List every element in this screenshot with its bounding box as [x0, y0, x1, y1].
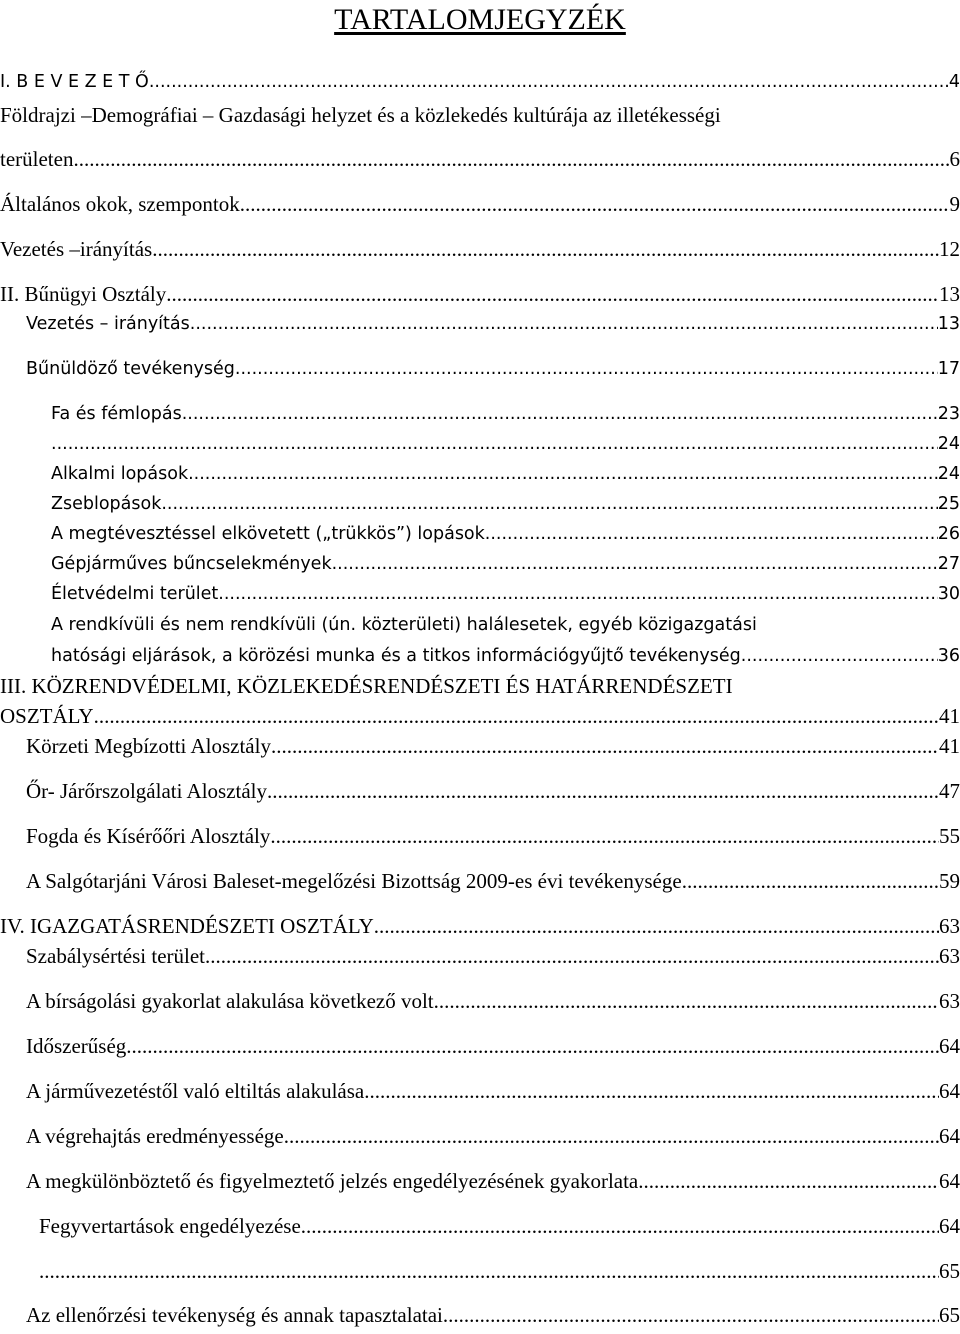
toc-entry-label: A rendkívüli és nem rendkívüli (ún. közterületi) halálesetek, egyéb közigazgatási	[51, 615, 757, 635]
toc-entry[interactable]	[26, 356, 960, 382]
toc-entry-page: 4	[948, 72, 960, 92]
toc-entry-page: 63	[939, 944, 960, 968]
toc-entry[interactable]	[26, 778, 960, 804]
toc-entry-page: 47	[939, 779, 960, 803]
dot-leader	[364, 1078, 939, 1104]
toc-entry-page: 36	[937, 646, 960, 666]
toc-entry-page: 6	[949, 147, 960, 171]
dot-leader	[682, 868, 939, 894]
toc-entry-page: 13	[939, 282, 960, 306]
toc-entry-page: 30	[937, 584, 960, 604]
toc-entry-label: Az ellenőrzési tevékenység és annak tapasztalatai	[26, 1303, 443, 1327]
toc-entry-label: Fegyvertartások engedélyezése	[39, 1214, 301, 1238]
toc-entry[interactable]	[39, 1213, 960, 1239]
toc-entry[interactable]	[51, 401, 960, 427]
dot-leader	[73, 146, 949, 172]
dot-leader	[51, 431, 938, 457]
toc-entry-label: Vezetés –irányítás	[0, 237, 153, 261]
toc-entry-page: 41	[939, 734, 960, 758]
toc-entry[interactable]	[26, 733, 960, 759]
toc-entry-page: 65	[939, 1303, 960, 1327]
dot-leader	[374, 913, 939, 939]
toc-entry-page: 12	[939, 237, 960, 261]
toc-entry-page: 64	[939, 1079, 960, 1103]
toc-entry-label: Földrajzi –Demográfiai – Gazdasági helyzet és a közlekedés kultúrája az illetékességi	[0, 103, 721, 127]
dot-leader	[190, 311, 938, 337]
toc-entry[interactable]	[51, 521, 960, 547]
toc-entry-page: 24	[937, 464, 960, 484]
toc-entry-page: 23	[937, 404, 960, 424]
toc-entry-page: 9	[949, 192, 960, 216]
dot-leader	[152, 236, 939, 262]
toc-entry-page: 17	[937, 359, 960, 379]
toc-entry-page: 64	[939, 1214, 960, 1238]
toc-entry-label: Őr- Járőrszolgálati Alosztály	[26, 779, 268, 803]
toc-entry-continued[interactable]	[0, 102, 721, 128]
toc-entry-page: 13	[937, 314, 960, 334]
toc-entry[interactable]	[0, 191, 960, 217]
toc-entry[interactable]	[26, 1168, 960, 1194]
toc-entry-label: A végrehajtás eredményessége	[26, 1124, 284, 1148]
toc-entry-page: 25	[937, 494, 960, 514]
toc-entry[interactable]	[51, 581, 960, 607]
toc-entry-label: A megtévesztéssel elkövetett („trükkös”) lopások	[51, 524, 485, 544]
toc-entry[interactable]	[0, 146, 960, 172]
dot-leader	[485, 521, 938, 547]
dot-leader	[166, 281, 939, 307]
toc-entry-page: 63	[939, 989, 960, 1013]
toc-entry-label: Körzeti Megbízotti Alosztály	[26, 734, 271, 758]
toc-entry[interactable]	[26, 1123, 960, 1149]
dot-leader	[267, 778, 939, 804]
toc-entry[interactable]	[26, 823, 960, 849]
toc-entry-label: Általános okok, szempontok	[0, 192, 240, 216]
toc-entry-continued[interactable]	[0, 673, 733, 699]
dot-leader	[149, 69, 949, 95]
toc-entry-label: A bírságolási gyakorlat alakulása következő volt	[26, 989, 434, 1013]
dot-leader	[182, 401, 938, 427]
toc-entry-continued[interactable]	[51, 612, 757, 638]
dot-leader	[205, 943, 939, 969]
toc-entry-page: 64	[939, 1034, 960, 1058]
toc-entry[interactable]	[0, 703, 960, 729]
toc-entry[interactable]	[0, 281, 960, 307]
page-title: TARTALOMJEGYZÉK	[334, 3, 626, 36]
toc-entry-label: Zseblopások	[51, 494, 162, 514]
toc-entry-page: 64	[939, 1169, 960, 1193]
toc-entry[interactable]	[26, 1302, 960, 1328]
toc-entry-page: 27	[937, 554, 960, 574]
dot-leader	[161, 491, 937, 517]
toc-entry-label: területen	[0, 147, 74, 171]
dot-leader	[443, 1302, 939, 1328]
toc-entry[interactable]	[51, 491, 960, 517]
toc-entry[interactable]	[26, 311, 960, 337]
dot-leader	[434, 988, 939, 1014]
toc-entry[interactable]	[0, 69, 960, 95]
dot-leader	[188, 461, 938, 487]
dot-leader	[301, 1213, 939, 1239]
toc-entry-label: Bűnüldöző tevékenység	[26, 359, 235, 379]
toc-entry-label: Időszerűség	[26, 1034, 127, 1058]
dot-leader	[240, 191, 950, 217]
dot-leader	[271, 733, 939, 759]
dot-leader	[638, 1168, 939, 1194]
toc-entry-page: 63	[939, 914, 960, 938]
toc-entry-label: A megkülönböztető és figyelmeztető jelzés engedélyezésének gyakorlata	[26, 1169, 639, 1193]
toc-entry-page: 41	[939, 704, 960, 728]
dot-leader	[332, 551, 938, 577]
toc-entry[interactable]	[51, 461, 960, 487]
toc-entry[interactable]	[26, 988, 960, 1014]
toc-entry-label: III. KÖZRENDVÉDELMI, KÖZLEKEDÉSRENDÉSZETI ÉS HATÁRRENDÉSZETI	[0, 674, 733, 698]
toc-entry-label: hatósági eljárások, a körözési munka és a titkos információgyűjtő tevékenység	[51, 646, 741, 666]
toc-entry[interactable]	[26, 1078, 960, 1104]
toc-entry[interactable]	[26, 943, 960, 969]
toc-entry-label: Életvédelmi terület	[51, 584, 219, 604]
toc-entry-page: 26	[937, 524, 960, 544]
dot-leader	[235, 356, 938, 382]
toc-entry[interactable]	[0, 236, 960, 262]
toc-entry-label: A Salgótarjáni Városi Baleset-megelőzési Bizottság 2009-es évi tevékenysége	[26, 869, 682, 893]
toc-entry[interactable]	[39, 1258, 960, 1284]
toc-entry[interactable]	[0, 913, 960, 939]
dot-leader	[39, 1258, 939, 1284]
dot-leader	[741, 643, 938, 669]
toc-entry-label: Fa és fémlopás	[51, 404, 182, 424]
toc-entry-label: A járművezetéstől való eltiltás alakulása	[26, 1079, 365, 1103]
toc-entry-label: Gépjárműves bűncselekmények	[51, 554, 332, 574]
toc-entry[interactable]	[26, 1033, 960, 1059]
toc-entry-label: II. Bűnügyi Osztály	[0, 282, 167, 306]
toc-entry[interactable]	[51, 643, 960, 669]
toc-entry-label: Alkalmi lopások	[51, 464, 189, 484]
toc-entry[interactable]	[51, 551, 960, 577]
toc-entry-label: IV. IGAZGATÁSRENDÉSZETI OSZTÁLY	[0, 914, 374, 938]
dot-leader	[284, 1123, 939, 1149]
toc-entry[interactable]	[26, 868, 960, 894]
dot-leader	[270, 823, 939, 849]
dot-leader	[126, 1033, 939, 1059]
toc-entry-page: 65	[939, 1259, 960, 1283]
toc-entry-label: Fogda és Kísérőőri Alosztály	[26, 824, 271, 848]
toc-entry-page: 64	[939, 1124, 960, 1148]
toc-entry-page: 55	[939, 824, 960, 848]
toc-entry-page: 24	[937, 434, 960, 454]
toc-entry-label: OSZTÁLY	[0, 704, 94, 728]
toc-entry[interactable]	[51, 431, 960, 457]
toc-entry-label: I. B E V E Z E T Ő	[0, 72, 149, 92]
toc-entry-page: 59	[939, 869, 960, 893]
toc-entry-label: Szabálysértési terület	[26, 944, 206, 968]
dot-leader	[218, 581, 937, 607]
dot-leader	[94, 703, 939, 729]
toc-entry-label: Vezetés – irányítás	[26, 314, 190, 334]
